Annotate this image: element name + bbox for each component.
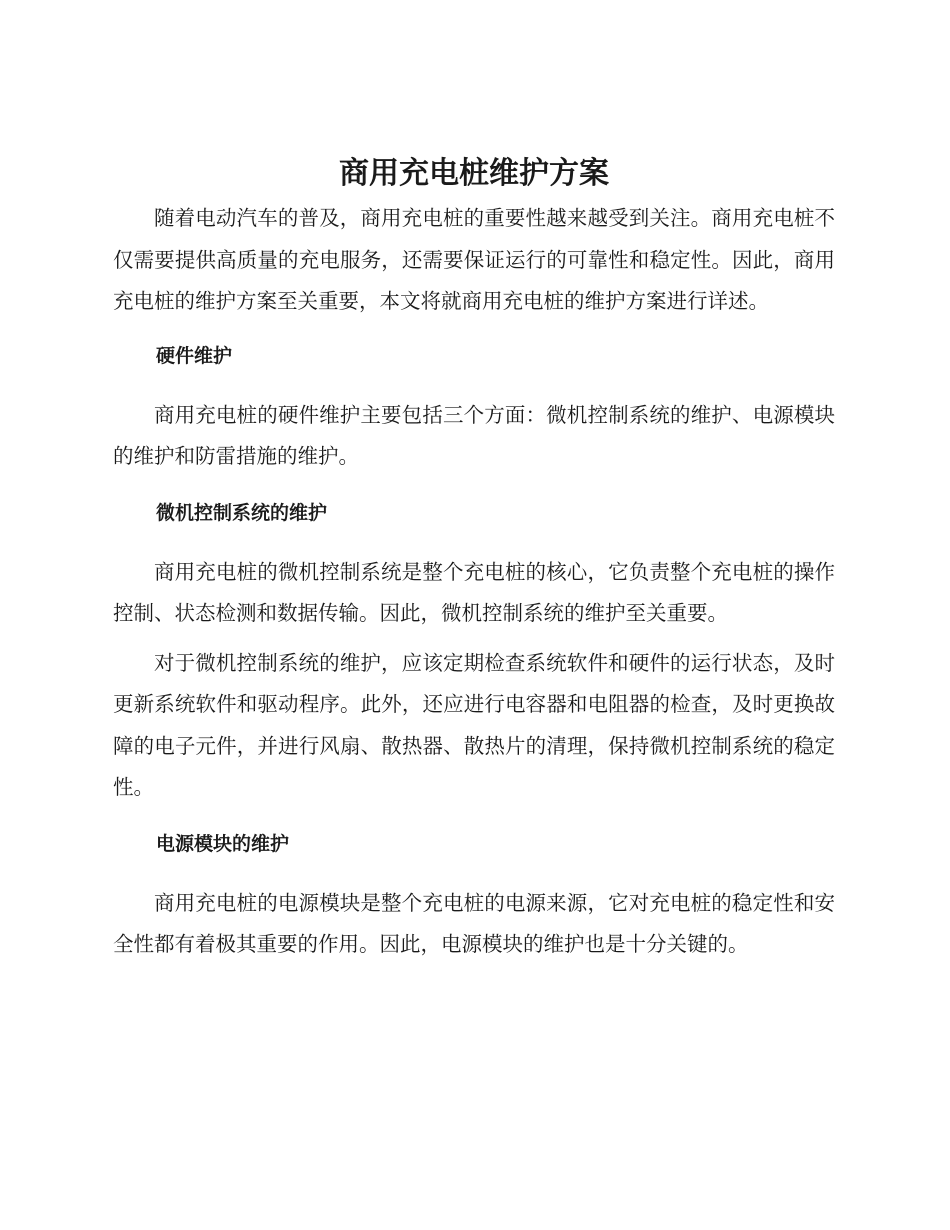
intro-paragraph: 随着电动汽车的普及，商用充电桩的重要性越来越受到关注。商用充电桩不仅需要提供高质量的充电服务，还需要保证运行的可靠性和稳定性。因此，商用充电桩的维护方案至关重要，本文将就商用充电桩的维护方案进行详述。 bbox=[113, 206, 835, 313]
document-body bbox=[113, 150, 835, 966]
section-heading-hardware: 硬件维护 bbox=[156, 344, 233, 367]
section-paragraph: 商用充电桩的硬件维护主要包括三个方面：微机控制系统的维护、电源模块的维护和防雷措施的维护。 bbox=[113, 402, 835, 468]
section-heading-microcontroller: 微机控制系统的维护 bbox=[156, 501, 328, 524]
section-paragraph: 商用充电桩的电源模块是整个充电桩的电源来源，它对充电桩的稳定性和安全性都有着极其重要的作用。因此，电源模块的维护也是十分关键的。 bbox=[113, 890, 835, 956]
section-paragraph: 商用充电桩的微机控制系统是整个充电桩的核心，它负责整个充电桩的操作控制、状态检测和数据传输。因此，微机控制系统的维护至关重要。 bbox=[113, 559, 835, 625]
document-title: 商用充电桩维护方案 bbox=[339, 156, 609, 191]
section-paragraph: 对于微机控制系统的维护，应该定期检查系统软件和硬件的运行状态，及时更新系统软件和驱动程序。此外，还应进行电容器和电阻器的检查，及时更换故障的电子元件，并进行风扇、散热器、散热片的清理，保持微机控制系统的稳定性。 bbox=[113, 650, 835, 799]
section-heading-power-module: 电源模块的维护 bbox=[156, 832, 290, 855]
